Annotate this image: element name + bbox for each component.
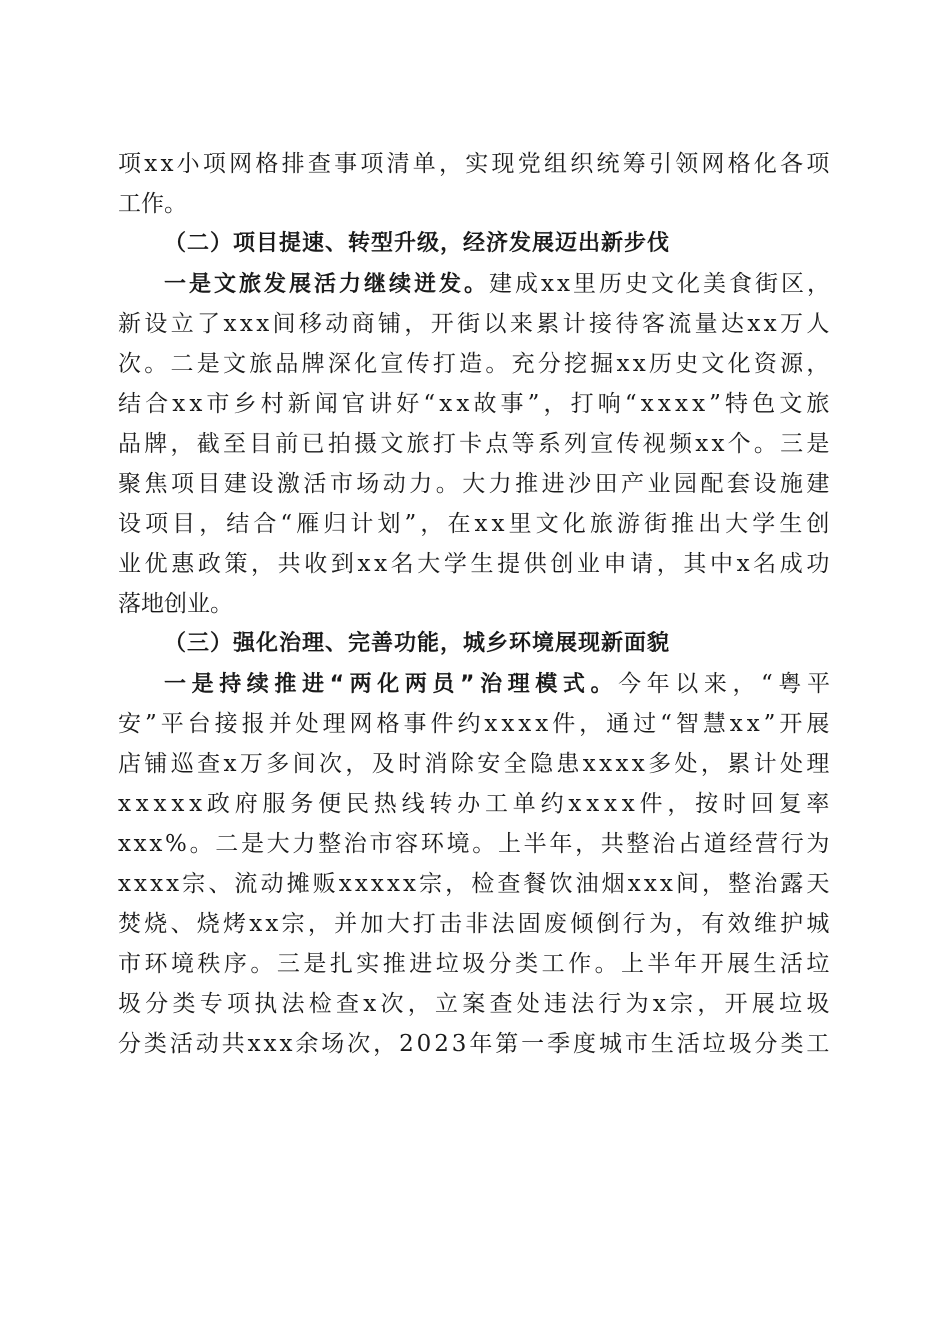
section-3-line-5: xxx%。二是大力整治市容环境。上半年，共整治占道经营行为 (118, 831, 833, 857)
section-3-line-4: xxxxx政府服务便民热线转办工单约xxxx件，按时回复率 (118, 791, 835, 817)
section-2-line-5: 品牌，截至目前已拍摄文旅打卡点等系列宣传视频xx个。三是 (118, 431, 833, 457)
section-3-line-9: 圾分类专项执法检查x次，立案查处违法行为x宗，开展垃圾 (118, 991, 834, 1017)
section-3-heading: （三）强化治理、完善功能，城乡环境展现新面貌 (164, 631, 671, 656)
section-3-lead: 一是持续推进“两化两员”治理模式。 (164, 672, 619, 697)
section-3-line-6: xxxx宗、流动摊贩xxxxx宗，检查餐饮油烟xxx间，整治露天 (118, 871, 833, 897)
section-3-line-1: 今年以来，“粤平 (618, 671, 836, 697)
section-2-line-1: 建成xx里历史文化美食街区， (489, 271, 833, 297)
section-2-lead: 一是文旅发展活力继续迸发。 (164, 272, 490, 297)
section-3-line-2: 安”平台接报并处理网格事件约xxxx件，通过“智慧xx”开展 (118, 711, 834, 737)
intro-line-1: 项xx小项网格排查事项清单，实现党组织统筹引领网格化各项 (118, 151, 833, 177)
section-2-first-line (118, 264, 833, 304)
section-2-line-6: 聚焦项目建设激活市场动力。大力推进沙田产业园配套设施建 (118, 471, 833, 497)
section-2-heading: （二）项目提速、转型升级，经济发展迈出新步伐 (164, 231, 671, 256)
section-2-line-7: 设项目，结合“雁归计划”，在xx里文化旅游街推出大学生创 (118, 511, 834, 537)
section-3-line-7: 焚烧、烧烤xx宗，并加大打击非法固废倾倒行为，有效维护城 (118, 911, 833, 937)
section-2-line-3: 次。二是文旅品牌深化宣传打造。充分挖掘xx历史文化资源， (118, 351, 833, 377)
document-body (118, 144, 836, 1064)
section-3-line-3: 店铺巡查x万多间次，及时消除安全隐患xxxx多处，累计处理 (118, 751, 833, 777)
section-3-line-10: 分类活动共xxx余场次，2023年第一季度城市生活垃圾分类工 (118, 1031, 833, 1057)
section-2-line-4: 结合xx市乡村新闻官讲好“xx故事”，打响“xxxx”特色文旅 (118, 391, 834, 417)
section-3-line-8: 市环境秩序。三是扎实推进垃圾分类工作。上半年开展生活垃 (118, 951, 833, 977)
intro-line-2: 工作。 (118, 191, 187, 217)
section-2-line-8: 业优惠政策，共收到xx名大学生提供创业申请，其中x名成功 (118, 551, 834, 577)
section-2-line-9: 落地创业。 (118, 591, 233, 617)
section-3-first-line (118, 664, 836, 704)
section-2-line-2: 新设立了xxx间移动商铺，开街以来累计接待客流量达xx万人 (118, 311, 833, 337)
